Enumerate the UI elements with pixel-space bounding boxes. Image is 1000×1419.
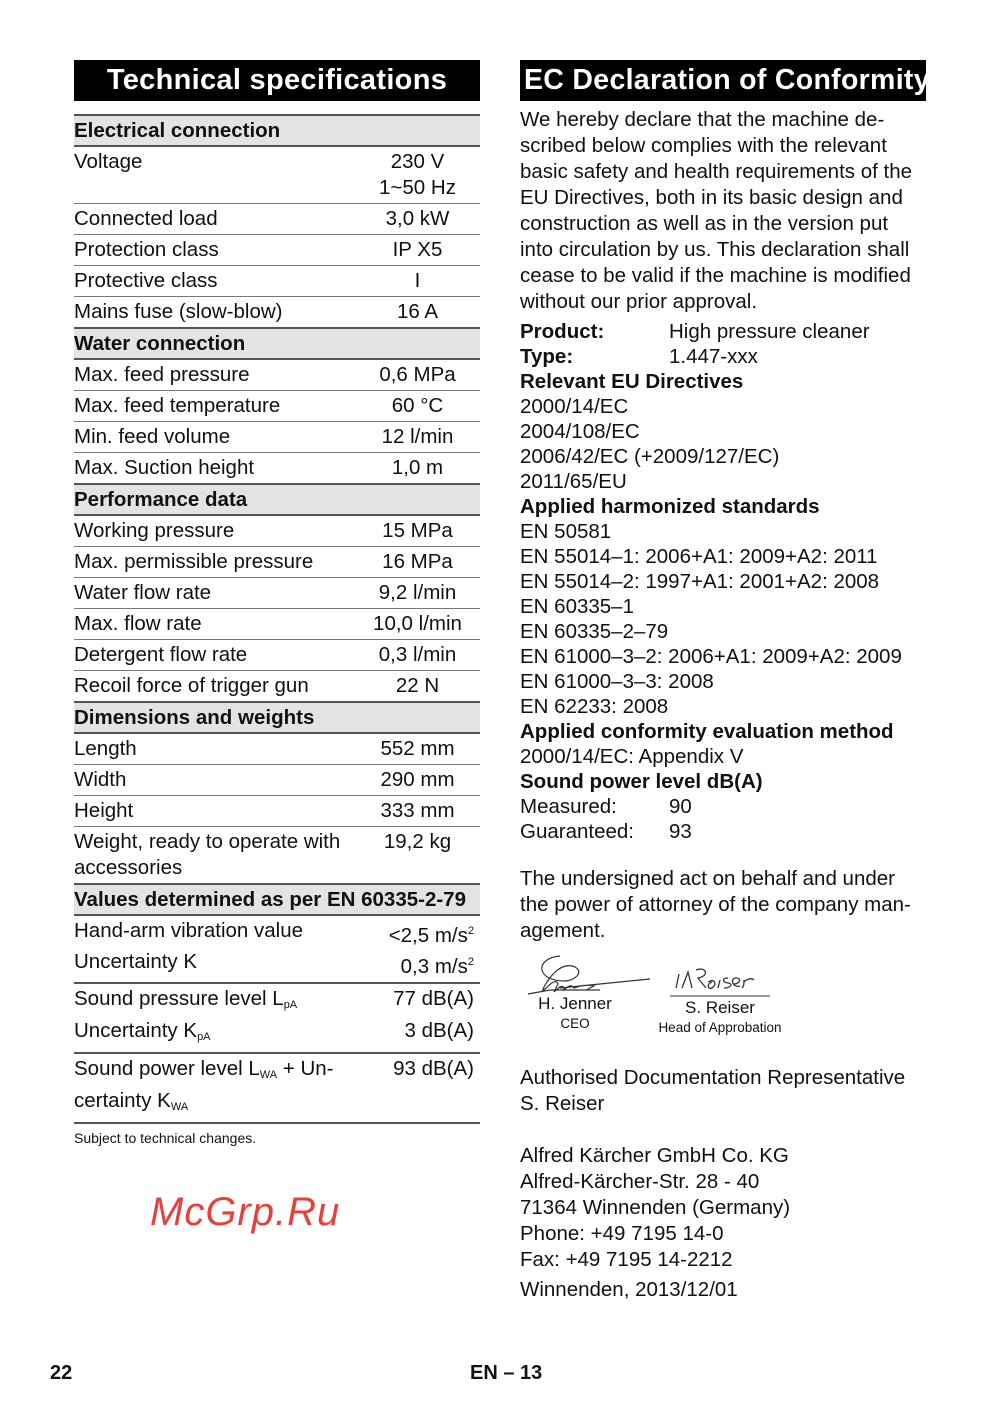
spec-value-cell: [355, 549, 480, 575]
spec-value: 552 mm: [380, 737, 455, 760]
spec-label: Recoil force of trigger gun: [74, 674, 309, 697]
signer-role: Head of Approbation: [658, 1020, 782, 1035]
product-label: Product:: [520, 320, 605, 343]
representative-line: S. Reiser: [520, 1092, 605, 1115]
address-line: Fax: +49 7195 14-2212: [520, 1248, 733, 1271]
standard-item: EN 55014–1: 2006+A1: 2009+A2: 2011: [520, 545, 878, 568]
spec-label: Detergent flow rate: [74, 643, 248, 666]
spec-row: [74, 391, 480, 422]
spec-line: [74, 949, 480, 980]
spec-row: [74, 734, 480, 765]
place-date: Winnenden, 2013/12/01: [520, 1278, 738, 1301]
spec-value: IP X5: [392, 238, 443, 261]
spec-row: [74, 578, 480, 609]
spec-value-text: 77 dB(A): [393, 986, 474, 1010]
spec-value-cell: [355, 736, 480, 762]
spec-value: 3,0 kW: [385, 207, 450, 230]
directives-heading: Relevant EU Directives: [520, 370, 744, 393]
address-line: Phone: +49 7195 14-0: [520, 1222, 724, 1245]
spec-value-cell: [355, 206, 480, 232]
signature-jenner: [520, 958, 630, 1034]
intro-line: We hereby declare that the machine de-: [520, 108, 885, 131]
spec-label-subscript: WA: [170, 1100, 189, 1113]
spec-row: [74, 547, 480, 578]
spec-label: Connected load: [74, 207, 218, 230]
spec-row: [74, 147, 480, 204]
spec-label: [74, 1018, 354, 1050]
spec-value-cell: [355, 362, 480, 388]
spec-label: Length: [74, 737, 137, 760]
spec-row-group: [74, 984, 480, 1054]
directive-item: 2011/65/EU: [520, 470, 627, 493]
spec-label: Working pressure: [74, 519, 235, 542]
spec-label: Water flow rate: [74, 581, 212, 604]
spec-label-subscript: WA: [259, 1068, 278, 1081]
address-block: [520, 1143, 926, 1273]
spec-value-cell: [355, 268, 480, 294]
spec-row: [74, 204, 480, 235]
spec-label: Max. feed pressure: [74, 363, 250, 386]
spec-line: [74, 986, 480, 1018]
spec-value-cell: [355, 424, 480, 450]
spec-value: 1~50 Hz: [379, 176, 456, 199]
spec-label: Weight, ready to operate with accessories: [74, 830, 341, 879]
product-value: High pressure cleaner: [669, 320, 870, 343]
directive-item: 2000/14/EC: [520, 395, 629, 418]
spec-value-cell: [355, 611, 480, 637]
spec-value: 10,0 l/min: [373, 612, 462, 635]
ec-declaration-column: [520, 60, 930, 1303]
spec-value-cell: [355, 237, 480, 263]
spec-value-cell: [355, 518, 480, 544]
spec-value-cell: [355, 642, 480, 668]
directive-item: 2006/42/EC (+2009/127/EC): [520, 445, 780, 468]
spec-label: Max. feed temperature: [74, 394, 281, 417]
spec-value: [354, 986, 480, 1018]
spec-value: [354, 949, 480, 980]
spec-row: [74, 235, 480, 266]
spec-line: [74, 1088, 480, 1120]
spec-label: [74, 986, 354, 1018]
spec-label-text: certainty K: [74, 1088, 171, 1112]
spec-value: 16 A: [396, 300, 439, 323]
spec-value: 19,2 kg: [383, 830, 452, 853]
signer-name: S. Reiser: [685, 998, 755, 1017]
spec-label: Height: [74, 799, 134, 822]
intro-line: scribed below complies with the relevant: [520, 134, 887, 157]
spec-value: 9,2 l/min: [378, 581, 457, 604]
directive-item: 2004/108/EC: [520, 420, 640, 443]
representative-line: Authorised Documentation Representative: [520, 1066, 906, 1089]
spec-value: I: [414, 269, 421, 292]
type-line: [520, 344, 926, 369]
spec-label: Voltage: [74, 150, 143, 173]
spec-label: [74, 1056, 354, 1088]
spec-label: [74, 949, 354, 980]
spec-label-subscript: pA: [197, 1030, 211, 1043]
standard-item: EN 60335–1: [520, 595, 634, 618]
technical-specifications-title: Technical specifications: [74, 60, 480, 101]
standard-item: EN 61000–3–2: 2006+A1: 2009+A2: 2009: [520, 645, 902, 668]
spec-row: [74, 671, 480, 701]
spec-line: [74, 1018, 480, 1050]
spec-row: [74, 516, 480, 547]
spec-label-text: Hand-arm vibration value: [74, 919, 304, 942]
spec-line: [74, 918, 480, 949]
spec-label-suffix: + Un-: [277, 1056, 334, 1080]
spec-value-cell: [355, 299, 480, 325]
guaranteed-value: 93: [669, 820, 692, 843]
section-heading: Water connection: [74, 327, 480, 360]
intro-line: cease to be valid if the machine is modified: [520, 264, 911, 287]
intro-line: basic safety and health requirements of the: [520, 160, 913, 183]
standards-heading: Applied harmonized standards: [520, 495, 820, 518]
undersigned-line: the power of attorney of the company man-: [520, 893, 911, 916]
spec-label: Max. permissible pressure: [74, 550, 314, 573]
measured-label: Measured:: [520, 795, 617, 818]
spec-row: [74, 266, 480, 297]
spec-row: [74, 297, 480, 327]
spec-value-superscript: 2: [467, 955, 474, 968]
spec-value-cell: [355, 673, 480, 699]
spec-label: Width: [74, 768, 127, 791]
spec-value: 1,0 m: [391, 456, 444, 479]
intro-line: without our prior approval.: [520, 290, 758, 313]
spec-row-group: [74, 916, 480, 984]
spec-row: [74, 796, 480, 827]
spec-label: Protection class: [74, 238, 219, 261]
spec-value-cell: [355, 149, 480, 201]
spec-value-text: 0,3 m/s: [400, 954, 468, 978]
spec-value-text: 93 dB(A): [393, 1056, 474, 1080]
spec-table: [74, 114, 480, 1146]
spec-value: [354, 1088, 480, 1120]
page-label: EN – 13: [470, 1362, 543, 1384]
spec-label: Max. flow rate: [74, 612, 202, 635]
signature-reiser-image: [670, 958, 770, 998]
address-line: Alfred Kärcher GmbH Co. KG: [520, 1144, 789, 1167]
spec-value-cell: [355, 829, 480, 881]
spec-row: [74, 765, 480, 796]
type-label: Type:: [520, 345, 574, 368]
spec-value-cell: [355, 798, 480, 824]
ec-declaration-title: EC Declaration of Conformity: [520, 60, 926, 101]
spec-value: 333 mm: [380, 799, 455, 822]
spec-label-text: Uncertainty K: [74, 1018, 198, 1042]
standard-item: EN 62233: 2008: [520, 695, 669, 718]
spec-label: [74, 918, 354, 949]
signer-role: CEO: [560, 1016, 590, 1031]
type-value: 1.447-xxx: [669, 345, 758, 368]
spec-label: [74, 1088, 354, 1120]
spec-value: [354, 1056, 480, 1088]
measured-line: [520, 794, 926, 819]
spec-value-cell: [355, 767, 480, 793]
spec-row: [74, 827, 480, 883]
spec-label-text: Uncertainty K: [74, 949, 198, 973]
spec-label-subscript: pA: [283, 998, 298, 1011]
standard-item: EN 55014–2: 1997+A1: 2001+A2: 2008: [520, 570, 880, 593]
representative-block: [520, 1065, 926, 1117]
undersigned-line: agement.: [520, 919, 606, 942]
spec-label: Mains fuse (slow-blow): [74, 300, 283, 323]
spec-value: 230 V: [390, 150, 445, 173]
spec-row: [74, 453, 480, 483]
spec-value: 0,6 MPa: [379, 363, 456, 386]
spec-value: 290 mm: [380, 768, 455, 791]
spec-label: Min. feed volume: [74, 425, 231, 448]
footnote: Subject to technical changes.: [74, 1129, 257, 1146]
spec-value-superscript: 2: [467, 925, 474, 937]
standard-item: EN 60335–2–79: [520, 620, 669, 643]
signatures: [520, 958, 926, 1053]
signer-name: H. Jenner: [538, 994, 612, 1013]
address-line: 71364 Winnenden (Germany): [520, 1196, 791, 1219]
spec-value: 12 l/min: [381, 425, 454, 448]
spec-label-text: Sound power level L: [74, 1056, 260, 1080]
spec-label: Max. Suction height: [74, 456, 255, 479]
technical-specifications-column: [74, 60, 480, 1146]
spec-value: 15 MPa: [382, 519, 453, 542]
address-line: Alfred-Kärcher-Str. 28 - 40: [520, 1170, 760, 1193]
undersigned-line: The undersigned act on behalf and under: [520, 867, 895, 890]
intro-line: into circulation by us. This declaration shall: [520, 238, 910, 261]
spec-value: 60 °C: [391, 394, 444, 417]
spec-value-cell: [355, 393, 480, 419]
spec-row: [74, 609, 480, 640]
standard-item: EN 61000–3–3: 2008: [520, 670, 714, 693]
spec-label: Protective class: [74, 269, 218, 292]
spec-row: [74, 360, 480, 391]
method-value: 2000/14/EC: Appendix V: [520, 745, 744, 768]
spec-row: [74, 640, 480, 671]
guaranteed-line: [520, 819, 926, 844]
spec-value: [354, 1018, 480, 1050]
spec-line: [74, 1056, 480, 1088]
page-number: 22: [50, 1362, 73, 1384]
product-line: [520, 319, 926, 344]
spec-value-text: 3 dB(A): [404, 1018, 474, 1042]
spec-value-text: <2,5 m/s: [388, 923, 468, 947]
spec-value: 22 N: [395, 674, 440, 697]
spec-value-cell: [355, 455, 480, 481]
method-heading: Applied conformity evaluation method: [520, 720, 894, 743]
standard-item: EN 50581: [520, 520, 612, 543]
section-heading: Values determined as per EN 60335-2-79: [74, 883, 480, 916]
measured-value: 90: [669, 795, 692, 818]
signature-reiser: [655, 958, 785, 1038]
spec-value: [354, 918, 480, 949]
intro-line: construction as well as in the version put: [520, 212, 889, 235]
spec-row-group: [74, 1054, 480, 1124]
sound-heading: Sound power level dB(A): [520, 770, 763, 793]
undersigned-block: [520, 866, 926, 944]
spec-label-text: Sound pressure level L: [74, 986, 284, 1010]
intro-line: EU Directives, both in its basic design and: [520, 186, 903, 209]
section-heading: Electrical connection: [74, 114, 480, 147]
guaranteed-label: Guaranteed:: [520, 820, 634, 843]
spec-row: [74, 422, 480, 453]
spec-value-cell: [355, 580, 480, 606]
watermark: McGrp.Ru: [150, 1190, 341, 1234]
spec-value: 0,3 l/min: [378, 643, 457, 666]
declaration-body: [520, 107, 926, 1303]
section-heading: Dimensions and weights: [74, 701, 480, 734]
section-heading: Performance data: [74, 483, 480, 516]
spec-value: 16 MPa: [382, 550, 453, 573]
